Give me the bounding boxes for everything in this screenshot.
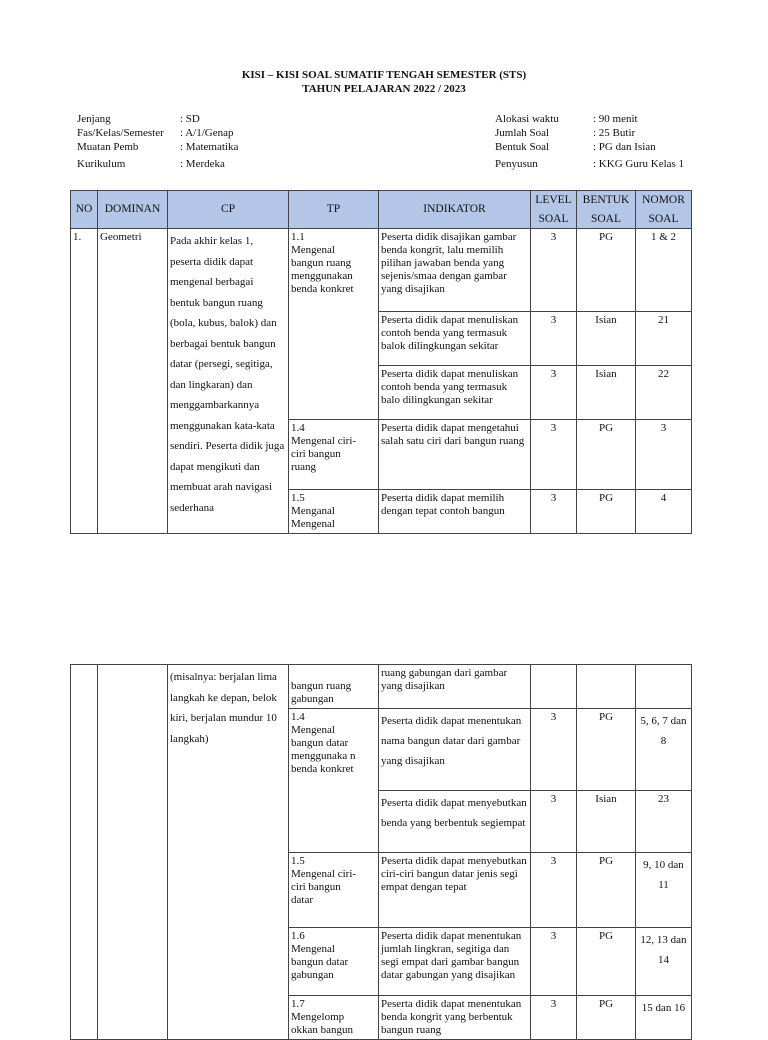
meta-label-penyusun: Penyusun	[495, 158, 538, 170]
document-title: KISI – KISI SOAL SUMATIF TENGAH SEMESTER (STS)	[241, 69, 527, 81]
header-indikator: INDIKATOR	[379, 191, 531, 229]
table-row	[71, 229, 692, 312]
meta-label-kelas: Fas/Kelas/Semester	[77, 127, 164, 139]
cell-level: 3	[531, 853, 577, 928]
cell-bentuk: PG	[577, 928, 636, 996]
cell-bentuk: Isian	[577, 366, 636, 420]
cell-nomor: 5, 6, 7 dan 8	[636, 709, 692, 791]
cell-nomor: 12, 13 dan 14	[636, 928, 692, 996]
meta-value-bentuk: : PG dan Isian	[593, 141, 656, 153]
cell-indikator: Peserta didik dapat menyebutkan ciri-ciri bangun datar jenis segi empat dengan tepat	[379, 853, 531, 928]
cell-bentuk: Isian	[577, 312, 636, 366]
cell-tp: 1.6Mengenal bangun datar gabungan	[289, 928, 379, 996]
cell-tp: bangun ruang gabungan	[289, 665, 379, 709]
cell-level: 3	[531, 996, 577, 1040]
cell-indikator: Peserta didik disajikan gambar benda kongrit, lalu memilih pilihan jawaban benda yang sejenis/smaa dengan gambar yang disajikan	[379, 229, 531, 312]
cell-bentuk: PG	[577, 420, 636, 490]
cell-bentuk	[577, 665, 636, 709]
cell-tp: 1.1Mengenal bangun ruang menggunakan benda konkret	[289, 229, 379, 420]
cell-indikator: Peserta didik dapat menentukan benda kongrit yang berbentuk bangun ruang	[379, 996, 531, 1040]
cell-level: 3	[531, 366, 577, 420]
meta-value-penyusun: : KKG Guru Kelas 1	[593, 158, 685, 170]
cell-tp: 1.4Mengenal bangun datar menggunaka n benda konkret	[289, 709, 379, 853]
meta-value-alokasi: : 90 menit	[593, 113, 638, 125]
cell-tp: 1.7Mengelomp okkan bangun	[289, 996, 379, 1040]
cell-level: 3	[531, 490, 577, 534]
cell-tp: 1.5Mengenal ciri-ciri bangun datar	[289, 853, 379, 928]
header-dominan: DOMINAN	[98, 191, 168, 229]
cell-no	[71, 665, 98, 1040]
cell-level: 3	[531, 229, 577, 312]
header-level: LEVEL SOAL	[531, 191, 577, 229]
cell-level: 3	[531, 928, 577, 996]
cell-indikator: Peserta didik dapat memilih dengan tepat contoh bangun	[379, 490, 531, 534]
cell-level: 3	[531, 709, 577, 791]
cell-nomor: 3	[636, 420, 692, 490]
cell-bentuk: PG	[577, 709, 636, 791]
document-subtitle: TAHUN PELAJARAN 2022 / 2023	[302, 83, 466, 95]
cell-indikator: Peserta didik dapat mengetahui salah satu ciri dari bangun ruang	[379, 420, 531, 490]
cell-bentuk: PG	[577, 229, 636, 312]
meta-value-jumlah: : 25 Butir	[593, 127, 636, 139]
meta-label-muatan: Muatan Pemb	[77, 141, 139, 153]
cell-nomor: 15 dan 16	[636, 996, 692, 1040]
meta-value-kurikulum: : Merdeka	[180, 158, 225, 170]
kisi-table-page1	[70, 190, 692, 534]
cell-nomor: 21	[636, 312, 692, 366]
meta-value-muatan: : Matematika	[180, 141, 239, 153]
header-cp: CP	[168, 191, 289, 229]
cell-tp: 1.4Mengenal ciri-ciri bangun ruang	[289, 420, 379, 490]
cell-nomor: 1 & 2	[636, 229, 692, 312]
cell-indikator: Peserta didik dapat menuliskan contoh benda yang termasuk balo dilingkungan sekitar	[379, 366, 531, 420]
kisi-table-page2	[70, 664, 692, 1040]
cell-dominan	[98, 665, 168, 1040]
cell-indikator: Peserta didik dapat menentukan nama bangun datar dari gambar yang disajikan	[379, 709, 531, 791]
header-bentuk: BENTUK SOAL	[577, 191, 636, 229]
cell-nomor: 9, 10 dan 11	[636, 853, 692, 928]
meta-label-jumlah: Jumlah Soal	[495, 127, 550, 139]
cell-level: 3	[531, 312, 577, 366]
cell-nomor	[636, 665, 692, 709]
cell-cp: (misalnya: berjalan lima langkah ke depan, belok kiri, berjalan mundur 10 langkah)	[168, 665, 289, 1040]
cell-nomor: 4	[636, 490, 692, 534]
cell-cp: Pada akhir kelas 1, peserta didik dapat mengenal berbagai bentuk bangun ruang (bola, kubus, balok) dan berbagai bentuk bangun datar (persegi, segitiga, dan lingkaran) dan menggambarkannya menggunakan kata-kata sendiri. Peserta didik juga dapat mengikuti dan membuat arah navigasi sederhana	[168, 229, 289, 534]
cell-bentuk: PG	[577, 996, 636, 1040]
cell-level	[531, 665, 577, 709]
header-no: NO	[71, 191, 98, 229]
meta-label-jenjang: Jenjang	[77, 113, 111, 125]
meta-label-kurikulum: Kurikulum	[77, 158, 126, 170]
cell-tp: 1.5Menganal Mengenal	[289, 490, 379, 534]
cell-bentuk: Isian	[577, 791, 636, 853]
cell-nomor: 22	[636, 366, 692, 420]
table-header-row	[71, 191, 692, 229]
cell-indikator: Peserta didik dapat menyebutkan benda yang berbentuk segiempat	[379, 791, 531, 853]
cell-bentuk: PG	[577, 853, 636, 928]
cell-nomor: 23	[636, 791, 692, 853]
cell-level: 3	[531, 420, 577, 490]
cell-indikator: Peserta didik dapat menuliskan contoh benda yang termasuk balok dilingkungan sekitar	[379, 312, 531, 366]
cell-level: 3	[531, 791, 577, 853]
meta-value-kelas: : A/1/Genap	[180, 127, 234, 139]
cell-no: 1.	[71, 229, 98, 534]
header-tp: TP	[289, 191, 379, 229]
meta-value-jenjang: : SD	[180, 113, 200, 125]
cell-indikator: Peserta didik dapat menentukan jumlah lingkran, segitiga dan segi empat dari gambar bangun datar gabungan yang disajikan	[379, 928, 531, 996]
header-nomor: NOMOR SOAL	[636, 191, 692, 229]
cell-dominan: Geometri	[98, 229, 168, 534]
cell-bentuk: PG	[577, 490, 636, 534]
meta-label-bentuk: Bentuk Soal	[495, 141, 550, 153]
table-row	[71, 665, 692, 709]
meta-label-alokasi: Alokasi waktu	[495, 113, 559, 125]
cell-indikator: ruang gabungan dari gambar yang disajikan	[379, 665, 531, 709]
